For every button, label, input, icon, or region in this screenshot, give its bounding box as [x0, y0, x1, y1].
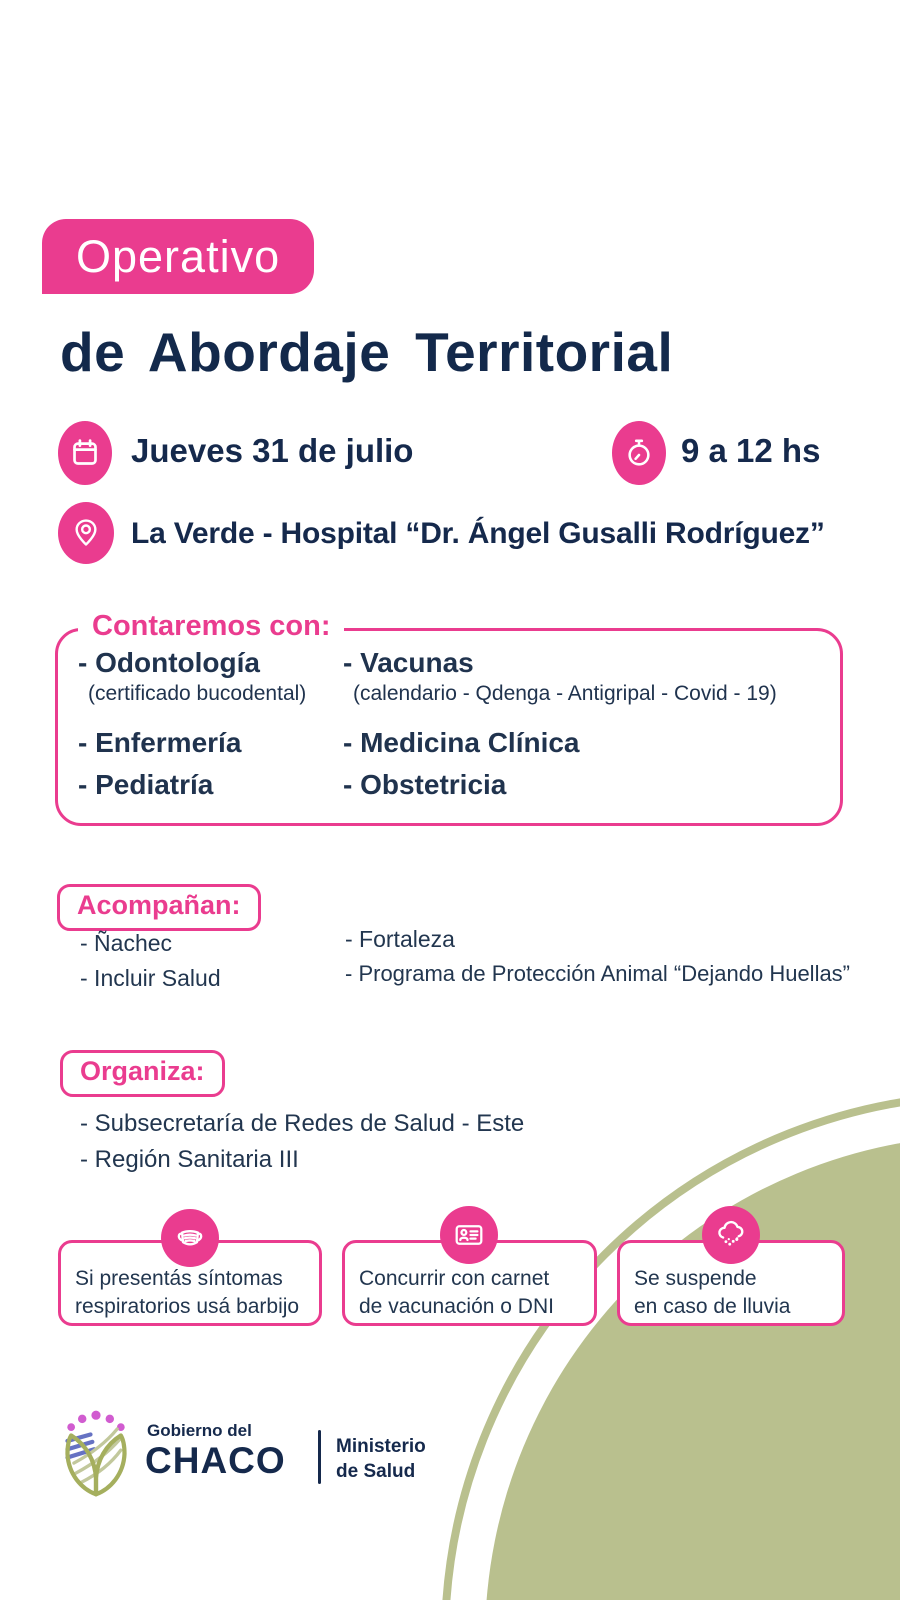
event-time: 9 a 12 hs — [681, 432, 821, 469]
services-box — [55, 610, 843, 826]
service-medicina-clinica: - Medicina Clínica — [343, 727, 580, 758]
notice-line: Concurrir con carnet — [359, 1267, 550, 1290]
acompanan-item-incluir-salud: - Incluir Salud — [80, 965, 221, 991]
acompanan-badge: Acompañan: — [57, 884, 261, 931]
service-obstetricia: - Obstetricia — [343, 769, 507, 800]
id-card-icon — [440, 1206, 498, 1264]
event-location: La Verde - Hospital “Dr. Ángel Gusalli Rodríguez” — [131, 517, 825, 550]
ministry-line2: de Salud — [336, 1461, 416, 1482]
operativo-badge: Operativo — [42, 219, 314, 294]
service-odontologia: - Odontología — [78, 647, 260, 678]
organiza-item-region-sanitaria: - Región Sanitaria III — [80, 1146, 299, 1173]
gobierno-del-label: Gobierno del — [147, 1421, 252, 1440]
location-pin-icon — [58, 502, 114, 564]
rain-cloud-icon — [702, 1206, 760, 1264]
chaco-government-logo-emblem — [54, 1406, 138, 1498]
service-vacunas: - Vacunas — [343, 647, 474, 678]
notice-line: Se suspende — [634, 1267, 757, 1290]
face-mask-icon — [161, 1209, 219, 1267]
service-vacunas-detail: (calendario - Qdenga - Antigripal - Covid - 19) — [353, 682, 777, 705]
acompanan-item-fortaleza: - Fortaleza — [345, 926, 455, 952]
event-date: Jueves 31 de julio — [131, 432, 414, 469]
notice-line: Si presentás síntomas — [75, 1267, 283, 1290]
notice-line: de vacunación o DNI — [359, 1295, 554, 1318]
calendar-icon — [58, 421, 112, 485]
ministry-label — [336, 1434, 426, 1484]
organiza-item-subsecretaria: - Subsecretaría de Redes de Salud - Este — [80, 1110, 525, 1137]
acompanan-item-proteccion-animal: - Programa de Protección Animal “Dejando Huellas” — [345, 961, 851, 986]
services-box-title: Contaremos con: — [78, 610, 344, 643]
chaco-wordmark: CHACO — [145, 1440, 286, 1481]
notice-line: respiratorios usá barbijo — [75, 1295, 300, 1318]
logo-divider — [318, 1430, 321, 1484]
notice-line: en caso de lluvia — [634, 1295, 791, 1318]
service-odontologia-detail: (certificado bucodental) — [88, 682, 307, 705]
acompanan-item-nachec: - Ñachec — [80, 930, 173, 956]
organiza-badge: Organiza: — [60, 1050, 225, 1097]
service-enfermeria: - Enfermería — [78, 727, 242, 758]
ministry-line1: Ministerio — [336, 1436, 426, 1457]
service-pediatria: - Pediatría — [78, 769, 214, 800]
page-title: de Abordaje Territorial — [60, 321, 674, 383]
stopwatch-icon — [612, 421, 666, 485]
